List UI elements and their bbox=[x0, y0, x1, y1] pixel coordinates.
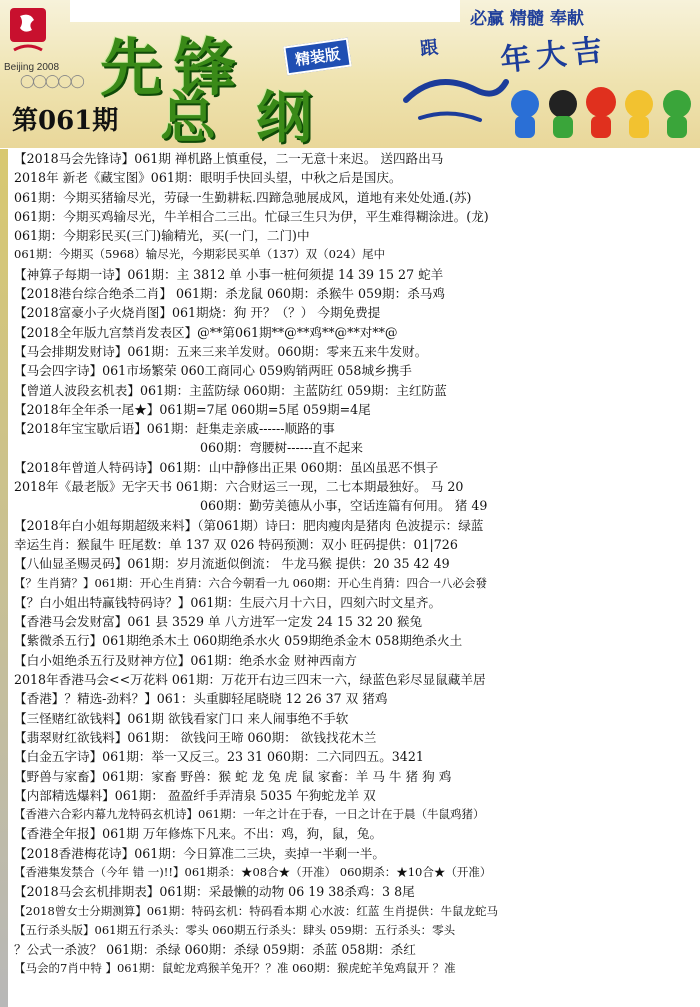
list-item: 【香港集发禁合（今年 错 一)!!】061期杀：★08合★（开准） 060期杀：★10合★（开准） bbox=[14, 864, 492, 879]
mascots-icon bbox=[505, 82, 695, 142]
list-item: 【2018马会先锋诗】061期 禅机路上慎重侵，二一无意十来迟。 送四路出马 bbox=[14, 151, 444, 166]
list-item: 060期：勤劳美德从小事，空话连篇有何用。 猪 49 bbox=[200, 498, 488, 514]
forecast-text-list bbox=[0, 149, 700, 979]
list-item: 【白金五字诗】061期：举一又反三。23 31 060期：二六同四五。3421 bbox=[14, 749, 424, 765]
list-item: 061期：今期买猪输尽光，劳碌一生勤耕耘.四蹄急驰展成风，道地有来处处通.(苏) bbox=[14, 189, 472, 205]
banner-title-bottom: 总纲 bbox=[160, 85, 352, 148]
list-item: 【2018曾女士分期测算】061期：特码玄机：特码看本期 心水波：红蓝 生肖提供：牛鼠龙蛇马 bbox=[14, 903, 499, 918]
list-item: 【2018香港梅花诗】061期：今日算准二三块，卖掉一半剩一半。 bbox=[14, 845, 385, 861]
list-item: 【2018年白小姐每期超级来料】（第061期）诗曰：肥肉瘦肉是猪肉 色波提示：绿蓝 bbox=[14, 517, 484, 533]
list-item: 061期：今期买鸡输尽光，牛羊相合二三出。忙碌三生只为伊，平生难得糊涂进。(龙) bbox=[14, 208, 489, 224]
list-item: 【2018富豪小子火烧肖图】061期烧：狗 开？（？） 今期免费提 bbox=[14, 305, 381, 321]
list-item: 【香港】？精选-劲料？】061：头重脚轻尾晓晓 12 26 37 双 猪鸡 bbox=[14, 691, 388, 707]
list-item: 【紫微杀五行】061期绝杀木土 060期绝杀水火 059期绝杀金木 058期绝杀火土 bbox=[14, 633, 463, 649]
emblem-caption: Beijing 2008 bbox=[4, 62, 60, 73]
list-item: 【2018年全年杀一尾★】061期=7尾 060期=5尾 059期=4尾 bbox=[14, 401, 371, 417]
banner-slogan: 必赢 精髓 奉献 bbox=[470, 9, 584, 29]
olympic-rings-icon: ◯◯◯◯◯ bbox=[20, 74, 83, 89]
list-item: 【？白小姐出特赢钱特码诗？】061期：生辰六月十六日，四刻六时文星齐。 bbox=[14, 594, 442, 610]
olympic-emblem-icon bbox=[6, 6, 50, 58]
list-item: 【2018马会玄机排期表】061期：采最懒的动物 06 19 38杀鸡：3 8尾 bbox=[14, 884, 415, 900]
edition-badge: 精装版 bbox=[283, 38, 351, 76]
list-item: 【香港全年报】061期 万年修炼下凡来。不出：鸡，狗，鼠，兔。 bbox=[14, 826, 383, 842]
list-item: 2018年香港马会<<万花料 061期：万花开右边三四末一六，绿蓝色彩尽显鼠藏羊居 bbox=[14, 672, 486, 688]
issue-number: 第061期 bbox=[12, 106, 119, 136]
brush-swoosh-icon bbox=[400, 60, 510, 130]
list-item: 幸运生肖：猴鼠牛 旺尾数：单 137 双 026 特码预测：双小 旺码提供：01|726 bbox=[14, 536, 458, 552]
list-item: 【翡翠财红欲钱料】061期： 欲钱问王啼 060期： 欲钱找花木兰 bbox=[14, 729, 377, 745]
list-item: 2018年 新老《藏宝图》061期：眼明手快回头望，中秋之后是国庆。 bbox=[14, 170, 402, 186]
list-item: 【香港六合彩内幕九龙特码玄机诗】061期：一年之计在于春，一日之计在于晨（牛鼠鸡猪） bbox=[14, 807, 485, 822]
list-item: 【马会的7肖中特 】061期：鼠蛇龙鸡猴羊兔开？？准 060期：猴虎蛇羊兔鸡鼠开 ？准 bbox=[14, 961, 456, 976]
list-item: 2018年《最老版》无字天书 061期：六合财运三一现，二七本期最独好。 马 20 bbox=[14, 479, 464, 495]
list-item: 061期：今期彩民买(三门)输精光，买(一门，二门)中 bbox=[14, 228, 310, 244]
banner-title-top: 先锋 bbox=[100, 31, 249, 104]
list-item: 【白小姐绝杀五行及财神方位】061期：绝杀水金 财神西南方 bbox=[14, 652, 357, 668]
list-item: 【三怪赌红欲钱料】061期 欲钱看家门口 来人闹事绝不手软 bbox=[14, 710, 349, 726]
list-item: 【马会四字诗】061市场繁荣 060工商同心 059购销两旺 058城乡携手 bbox=[14, 363, 412, 379]
header-banner bbox=[0, 0, 700, 148]
list-item: 【2018港台综合绝杀二肖】 061期：杀龙鼠 060期：杀猴牛 059期：杀马鸡 bbox=[14, 286, 446, 302]
list-item: 【内部精选爆料】061期： 盈盈纤手弄清泉 5035 午狗蛇龙羊 双 bbox=[14, 787, 376, 803]
list-item: 【神算子每期一诗】061期：主 3812 单 小事一桩何须提 14 39 15 27 蛇羊 bbox=[14, 266, 444, 282]
banner-follow-text: 跟 bbox=[419, 37, 440, 60]
list-item: 【2018年宝宝歇后语】061期：赶集走亲戚------顺路的事 bbox=[14, 421, 335, 437]
list-item: 【？生肖猜？】061期：开心生肖猜：六合今朝看一九 060期：开心生肖猜：四合一八必会發 bbox=[14, 575, 488, 590]
list-item: 【曾道人波段玄机表】061期：主蓝防绿 060期：主蓝防红 059期：主红防蓝 bbox=[14, 382, 447, 398]
list-item: 【八仙显圣赐灵码】061期：岁月流逝似倒流： 牛龙马猴 提供：20 35 42 49 bbox=[14, 556, 450, 572]
list-item: 【马会排期发财诗】061期：五来三来羊发财。060期：零来五来牛发财。 bbox=[14, 343, 428, 359]
list-item: 【2018全年版九宫禁肖发表区】@**第061期**@**鸡**@**对**@ bbox=[14, 324, 398, 340]
list-item: 【五行杀头版】061期五行杀头：零头 060期五行杀头：肆头 059期：五行杀头：零头 bbox=[14, 922, 456, 937]
list-item: 060期：弯腰树------直不起来 bbox=[200, 440, 363, 456]
list-item: 【香港马会发财富】061 县 3529 单 八方进军一定发 24 15 32 20 猴兔 bbox=[14, 614, 423, 630]
banner-wish-text: 年大吉 bbox=[498, 32, 610, 79]
list-item: 【2018年曾道人特码诗】061期：山中静修出正果 060期：虽凶虽恶不惧子 bbox=[14, 459, 439, 475]
list-item: 061期：今期买（5968）输尽光，今期彩民买单（137）双（024）尾中 bbox=[14, 247, 386, 262]
list-item: 【野兽与家畜】061期：家畜 野兽：猴 蛇 龙 兔 虎 鼠 家畜：羊 马 牛 猪 狗 鸡 bbox=[14, 768, 452, 784]
list-item: ？公式一杀波？ 061期：杀绿 060期：杀绿 059期：杀蓝 058期：杀红 bbox=[14, 942, 416, 958]
